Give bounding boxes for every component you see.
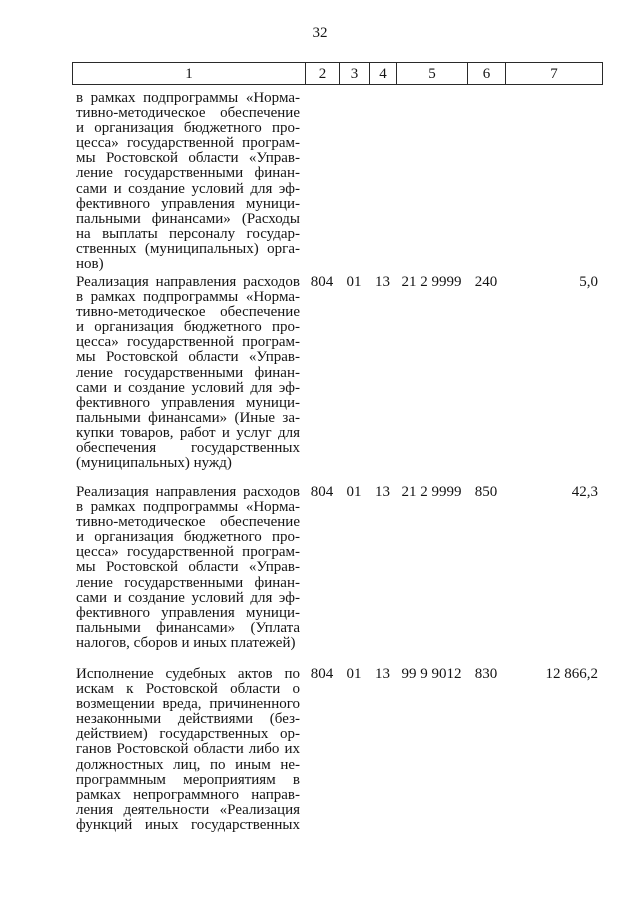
text-line: Исполнение судебных актов по [76,666,300,682]
text-line: пальными финансами» (Уплата [76,619,300,636]
text-line: мы Ростовской области «Управ- [76,150,300,167]
text-line: пальными финансами» (Расходы [76,210,300,227]
text-line: нов) [76,256,104,273]
cell-expense-type: 850 [474,484,498,500]
row-description [76,485,300,651]
text-line: и организация бюджетного про- [76,319,300,336]
cell-amount: 5,0 [579,274,598,290]
text-line: ление государственными финан- [76,165,300,182]
cell-section: 01 [346,274,362,290]
text-line: Реализация направления расходов [76,274,300,290]
text-line: программным мероприятиям в [76,771,300,788]
row-description [76,91,300,272]
text-line: цесса» государственной програм- [76,135,300,152]
text-line: цесса» государственной програм- [76,544,300,561]
row-description [76,667,300,833]
row-description [76,275,300,471]
text-line: ление государственными финан- [76,574,300,591]
header-cell-5: 5 [396,62,467,85]
text-line: ганов Ростовской области либо их [76,741,300,758]
text-line: сами и создание условий для эф- [76,180,300,197]
cell-ministry-code: 804 [310,666,334,682]
header-cell-1: 1 [72,62,305,85]
text-line: Реализация направления расходов [76,484,300,500]
text-line: пальными финансами» (Иные за- [76,409,300,426]
text-line: сами и создание условий для эф- [76,379,300,396]
cell-subsection: 13 [375,274,390,290]
cell-ministry-code: 804 [310,274,334,290]
cell-amount: 42,3 [571,484,598,500]
text-line: (муниципальных) нужд) [76,455,232,472]
text-line: и организация бюджетного про- [76,529,300,546]
cell-amount: 12 866,2 [545,666,598,682]
text-line: купки товаров, работ и услуг для [76,424,300,441]
text-line: фективного управления муници- [76,195,300,212]
text-line: мы Ростовской области «Управ- [76,349,300,366]
header-cell-6: 6 [467,62,505,85]
text-line: ление государственными финан- [76,364,300,381]
text-line: функций иных государственных [76,816,300,833]
text-line: налогов, сборов и иных платежей) [76,634,296,651]
text-line: обеспечения государственных [76,440,300,457]
cell-section: 01 [346,484,362,500]
text-line: действием) государственных ор- [76,726,300,743]
text-line: тивно-методическое обеспечение [76,514,300,531]
text-line: мы Ростовской области «Управ- [76,559,300,576]
text-line: должностных лиц, по иным не- [76,756,300,773]
header-cell-4: 4 [369,62,396,85]
cell-subsection: 13 [375,666,390,682]
text-line: на выплаты персоналу государ- [76,225,300,242]
text-line: искам к Ростовской области о [76,681,300,698]
text-line: в рамках подпрограммы «Норма- [76,289,300,306]
text-line: возмещении вреда, причиненного [76,696,300,713]
text-line: фективного управления муници- [76,394,300,411]
text-line: сами и создание условий для эф- [76,589,300,606]
text-line: тивно-методическое обеспечение [76,304,300,321]
header-cell-3: 3 [339,62,369,85]
cell-expense-type: 240 [474,274,498,290]
text-line: тивно-методическое обеспечение [76,105,300,122]
cell-expense-type: 830 [474,666,498,682]
cell-target-article: 21 2 9999 [401,274,462,290]
cell-target-article: 99 9 9012 [401,666,462,682]
text-line: и организация бюджетного про- [76,120,300,137]
header-cell-7: 7 [505,62,603,85]
text-line: рамках непрограммного направ- [76,786,300,803]
text-line: в рамках подпрограммы «Норма- [76,499,300,516]
text-line: цесса» государственной програм- [76,334,300,351]
text-line: в рамках подпрограммы «Норма- [76,90,300,106]
cell-subsection: 13 [375,484,390,500]
text-line: ления деятельности «Реализация [76,801,300,818]
text-line: фективного управления муници- [76,604,300,621]
cell-ministry-code: 804 [310,484,334,500]
text-line: ственных (муниципальных) орга- [76,240,300,257]
page-number: 32 [312,25,328,41]
text-line: незаконными действиями (без- [76,711,300,728]
cell-target-article: 21 2 9999 [401,484,462,500]
cell-section: 01 [346,666,362,682]
header-cell-2: 2 [305,62,339,85]
